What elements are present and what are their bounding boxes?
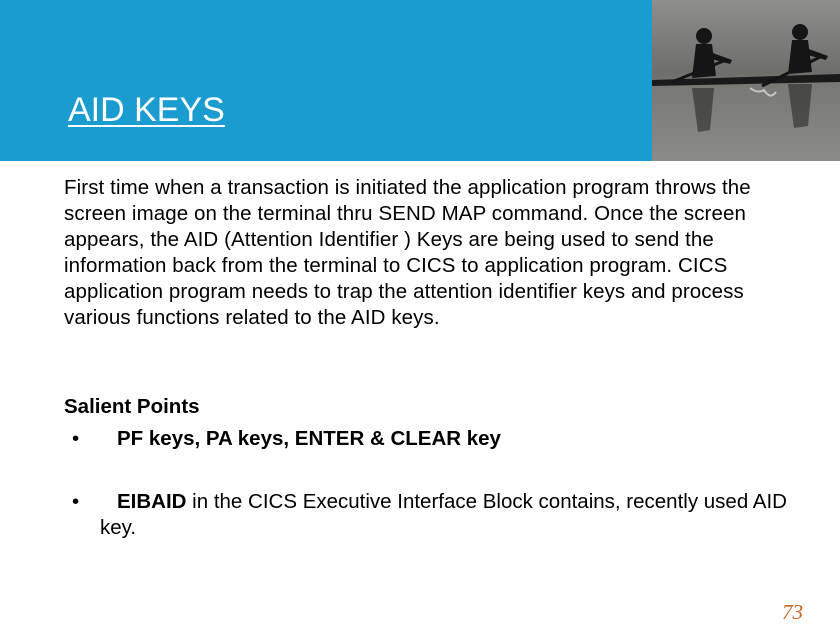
intro-paragraph: First time when a transaction is initiated the application program throws the screen image on the terminal thru SEND MAP command. Once the screen appears, the AID (Attention Identifier ) Keys are being used to send the information back from the terminal to CICS to application program. CICS application program needs to trap the attention identifier keys and process various functions related to the AID keys. bbox=[64, 176, 751, 329]
bullet-body: in the CICS Executive Interface Block contains, recently used AID key. bbox=[100, 490, 787, 539]
bullet-icon: • bbox=[72, 490, 80, 513]
bullet-item bbox=[72, 489, 812, 541]
bullet-text bbox=[72, 489, 812, 541]
rowers-photo-icon bbox=[652, 0, 840, 161]
bullet-icon: • bbox=[72, 427, 80, 450]
page-number: 73 bbox=[782, 600, 803, 624]
slide-title: AID KEYS bbox=[68, 91, 225, 129]
salient-points-heading: Salient Points bbox=[64, 395, 200, 418]
header-band bbox=[0, 0, 652, 161]
bullet-item bbox=[72, 426, 812, 452]
bullet-lead-term: EIBAID bbox=[117, 490, 187, 513]
bullet-text: PF keys, PA keys, ENTER & CLEAR key bbox=[117, 427, 501, 450]
